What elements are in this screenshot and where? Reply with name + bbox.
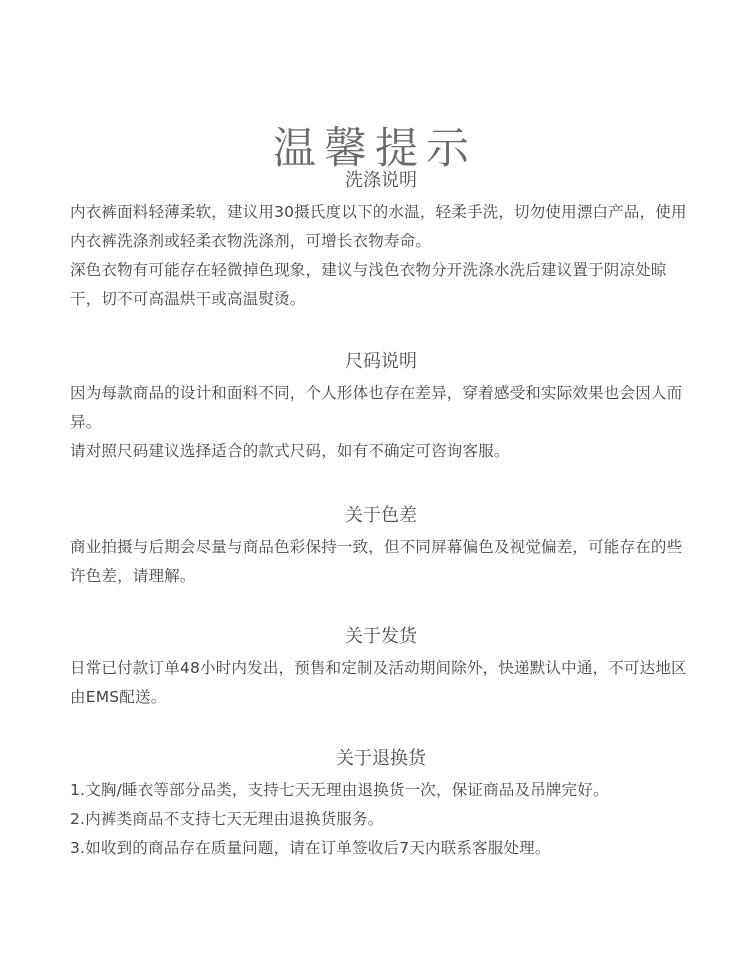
section-color-difference (70, 502, 692, 591)
returns-item-1: 1.文胸/睡衣等部分品类，支持七天无理由退换货一次，保证商品及吊牌完好。 (70, 781, 609, 799)
section-heading-size: 尺码说明 (345, 351, 417, 372)
section-washing (70, 167, 692, 314)
washing-paragraph-2: 深色衣物有可能存在轻微掉色现象，建议与浅色衣物分开洗涤水洗后建议置于阴凉处晾干，切不可高温烘干或高温熨烫。 (70, 261, 667, 308)
section-heading-shipping: 关于发货 (345, 626, 417, 647)
shipping-paragraph: 日常已付款订单48小时内发出，预售和定制及活动期间除外，快递默认中通，不可达地区由EMS配送。 (70, 659, 687, 706)
page-title: 温馨提示 (273, 123, 477, 174)
section-returns (70, 745, 692, 863)
color-difference-paragraph: 商业拍摄与后期会尽量与商品色彩保持一致，但不同屏幕偏色及视觉偏差，可能存在的些许色差，请理解。 (70, 538, 683, 585)
section-heading-returns: 关于退换货 (336, 748, 426, 769)
section-heading-color-difference: 关于色差 (345, 505, 417, 526)
size-paragraph-1: 因为每款商品的设计和面料不同，个人形体也存在差异，穿着感受和实际效果也会因人而异。 (70, 384, 683, 431)
washing-paragraph-1: 内衣裤面料轻薄柔软，建议用30摄氏度以下的水温，轻柔手洗，切勿使用漂白产品，使用内衣裤洗涤剂或轻柔衣物洗涤剂，可增长衣物寿命。 (70, 203, 687, 250)
returns-item-3: 3.如收到的商品存在质量问题，请在订单签收后7天内联系客服处理。 (70, 839, 551, 857)
section-shipping (70, 623, 692, 712)
returns-item-2: 2.内裤类商品不支持七天无理由退换货服务。 (70, 810, 384, 828)
section-size (70, 348, 692, 466)
section-heading-washing: 洗涤说明 (345, 170, 417, 191)
size-paragraph-2: 请对照尺码建议选择适合的款式尺码，如有不确定可咨询客服。 (70, 442, 510, 460)
